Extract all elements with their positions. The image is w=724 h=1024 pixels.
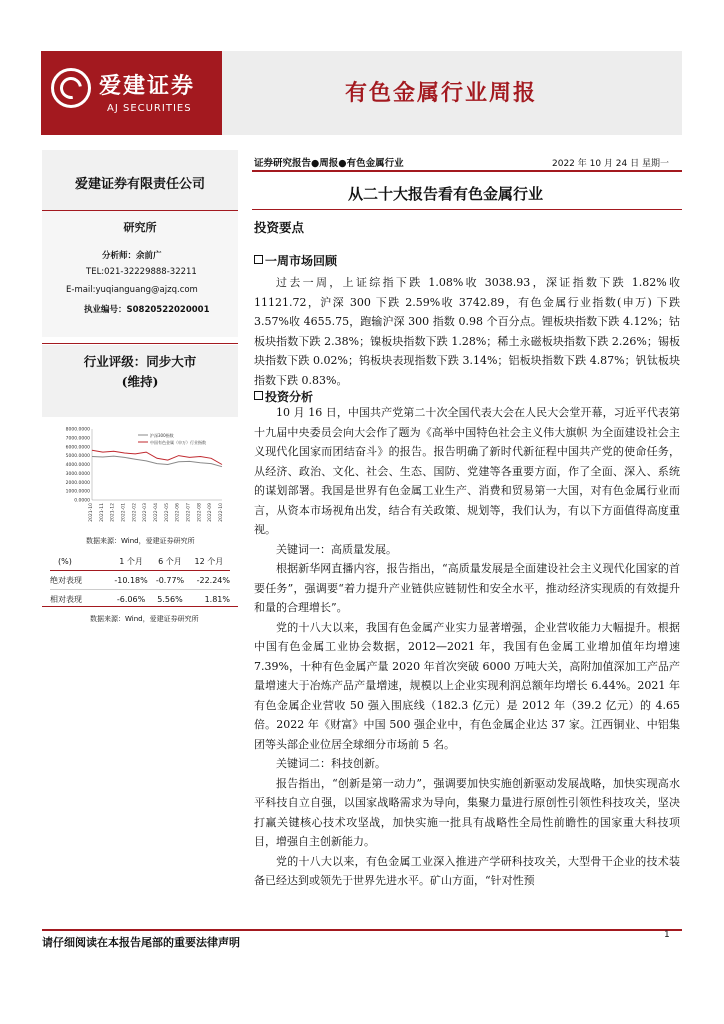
x-tick-label: 2022-05 <box>164 503 170 522</box>
weekly-review-title: 一周市场回顾 <box>265 254 338 268</box>
y-tick-label: 5000.0000 <box>65 454 90 460</box>
brand-logo-panel <box>41 51 222 135</box>
table-source: 数据来源：Wind，爱建证券研究所 <box>90 615 199 623</box>
legal-disclaimer: 请仔细阅读在本报告尾部的重要法律声明 <box>42 936 240 949</box>
checkbox-bullet-icon <box>254 255 263 264</box>
table-cell: -0.77% <box>155 575 185 585</box>
y-tick-label: 7000.0000 <box>65 436 90 442</box>
legend-label-nonferrous: 中国有色金属（申万）行业指数 <box>150 440 206 445</box>
series-line-nonferrous <box>92 450 222 464</box>
table-header-cell: 12 个月 <box>194 556 224 566</box>
sidebar-divider <box>42 343 238 344</box>
weekly-review-body <box>254 273 680 390</box>
paragraph: 10 月 16 日，中国共产党第二十次全国代表大会在人民大会堂开幕，习近平代表第十九届中央委员会向大会作了题为《高举中国特色社会主义伟大旗帜 为全面建设社会主义现代化国家而团结奋斗》的报告。报告明确了新时代新征程中国共产党的使命任务，从经济、政治、文化、社会、生态、国防、党建等各重要方面，作了全面、深入、系统的谋划部署。我国是世界有色金属工业生产、消费和贸易第一大国，对有色金属行业而言，从资本市场视角出发，结合有关政策、规划等，我们认为，有以下方面值得高度重视。 <box>254 406 680 536</box>
table-row-label: 绝对表现 <box>50 575 82 585</box>
footer-rule <box>42 929 682 931</box>
table-row <box>50 571 230 590</box>
report-date: 2022 年 10 月 24 日 星期一 <box>552 159 669 169</box>
logo-mark-icon <box>51 68 91 108</box>
performance-table <box>50 552 230 608</box>
y-tick-label: 2000.0000 <box>65 480 90 486</box>
series-line-hs300 <box>92 456 222 467</box>
x-tick-label: 2021-10 <box>89 503 94 522</box>
y-tick-label: 4000.0000 <box>65 463 90 468</box>
x-tick-label: 2022-06 <box>175 503 181 522</box>
x-tick-label: 2022-04 <box>154 503 159 522</box>
paragraph: 报告指出，“创新是第一动力”，强调要加快实施创新驱动发展战略，加快实现高水平科技自立自强，以国家战略需求为导向，集聚力量进行原创性引领性科技攻关，坚决打赢关键核心技术攻坚战，加快实施一批具有战略性全局性前瞻性的国家重大科技项目，增强自主创新能力。 <box>254 776 680 848</box>
weekly-review-heading <box>254 252 337 269</box>
y-tick-label: 6000.0000 <box>65 445 90 451</box>
legend-label-hs300: 沪深300指数 <box>150 433 174 438</box>
section-title: 投资要点 <box>254 220 305 235</box>
industry-rating: 行业评级：同步大市 <box>83 354 197 369</box>
x-tick-label: 2022-02 <box>132 503 138 522</box>
paragraph: 根据新华网直播内容，报告指出，“高质量发展是全面建设社会主义现代化国家的首要任务”，强调要“着力提升产业链供应链韧性和安全水平，推动经济实现质的有效提升和量的合理增长”。 <box>254 562 680 614</box>
index-line-chart <box>42 417 238 537</box>
chart-source: 数据来源：Wind，爱建证券研究所 <box>86 537 195 545</box>
x-tick-label: 2022-07 <box>186 503 192 522</box>
table-header-cell: (%) <box>58 556 72 566</box>
chart-legend <box>138 432 206 445</box>
paragraph: 关键词一：高质量发展。 <box>276 542 397 556</box>
x-tick-label: 2022-03 <box>143 503 149 522</box>
checkbox-bullet-icon <box>254 391 263 400</box>
analyst-tel: TEL:021-32229888-32211 <box>86 267 197 277</box>
report-headline: 从二十大报告看有色金属行业 <box>348 185 544 203</box>
logo-chinese: 爱建证券 <box>99 73 196 99</box>
table-cell: -6.06% <box>116 594 146 604</box>
company-name: 爱建证券有限责任公司 <box>74 177 205 192</box>
investment-title: 投资分析 <box>265 390 314 404</box>
x-tick-label: 2022-08 <box>197 503 203 522</box>
breadcrumb: 证券研究报告●周报●有色金属行业 <box>254 158 404 169</box>
table-cell: -10.18% <box>114 575 148 585</box>
y-tick-label: 1000.0000 <box>65 489 90 495</box>
analyst-license: 执业编号：S0820522020001 <box>84 305 210 315</box>
page-number: 1 <box>664 930 670 940</box>
x-tick-label: 2022-10 <box>219 503 224 522</box>
paragraph: 党的十八大以来，有色金属工业深入推进产学研科技攻关，大型骨干企业的技术装备已经达到或领先于世界先进水平。矿山方面，“针对性预 <box>254 854 680 887</box>
institute-name: 研究所 <box>123 221 157 234</box>
table-row-label: 相对表现 <box>50 594 82 604</box>
paragraph: 关键词二：科技创新。 <box>276 757 386 770</box>
paragraph: 党的十八大以来，我国有色金属产业实力显著增强，企业营收能力大幅提升。根据中国有色金属工业协会数据，2012—2021 年，我国有色金属工业增加值年均增速 7.39%，十种有色金属产量 2020 年首次突破 6000 万吨大关，高附加值深加工产品产量增速大于冶炼产品产量增速，规模以上企业实现利润总额年均增长 6.44%。2021 年有色金属企业营收 50 强入围底线（182.3 亿元）是 2012 年（39.2 亿元）的 4.65 倍。2022 年《财富》中国 500 强企业中，有色金属企业达 37 家。江西铜业、中铝集团等头部企业位居全球细分市场前 5 名。 <box>254 620 680 751</box>
table-bottom-rule <box>42 606 238 607</box>
x-tick-label: 2022-01 <box>121 503 127 522</box>
headline-rule <box>252 209 682 210</box>
logo-english: AJ SECURITIES <box>107 103 192 114</box>
table-header-row <box>50 552 230 571</box>
x-tick-label: 2021-12 <box>110 503 116 522</box>
x-tick-label: 2021-11 <box>99 503 105 522</box>
report-title: 有色金属行业周报 <box>345 80 538 106</box>
analyst-email: E-mail:yuqianguang@ajzq.com <box>66 285 198 295</box>
x-tick-label: 2022-09 <box>208 503 214 522</box>
paragraph: 过去一周，上证综指下跌 1.08%收 3038.93，深证指数下跌 1.82%收 11121.72，沪深 300 下跌 2.59%收 3742.89，有色金属行业指数(申万) 下跌 3.57%收 4655.75，跑输沪深 300 指数 0.98 个百分点。锂板块指数下跌 4.12%；钴板块指数下跌 2.38%；镍板块指数下跌 1.28%；稀土永磁板块指数下跌 2.26%；锡板块指数下跌 0.02%；钨板块表现指数下跌 3.14%；铝板块指数下跌 4.87%；钒钛板块指数下跌 0.83%。 <box>254 276 680 387</box>
table-header-cell: 6 个月 <box>158 556 182 566</box>
y-tick-label: 3000.0000 <box>65 471 90 477</box>
table-cell: 1.81% <box>204 594 230 604</box>
header-rule <box>252 170 682 172</box>
table-cell: 5.56% <box>157 594 183 604</box>
investment-body <box>254 403 680 891</box>
table-cell: -22.24% <box>196 575 230 585</box>
table-header-cell: 1 个月 <box>119 556 143 566</box>
y-tick-label: 0.0000 <box>74 498 90 504</box>
analyst-name: 分析师：余前广 <box>102 251 162 261</box>
rating-status: (维持) <box>121 374 159 389</box>
y-tick-label: 8000.0000 <box>65 427 90 433</box>
